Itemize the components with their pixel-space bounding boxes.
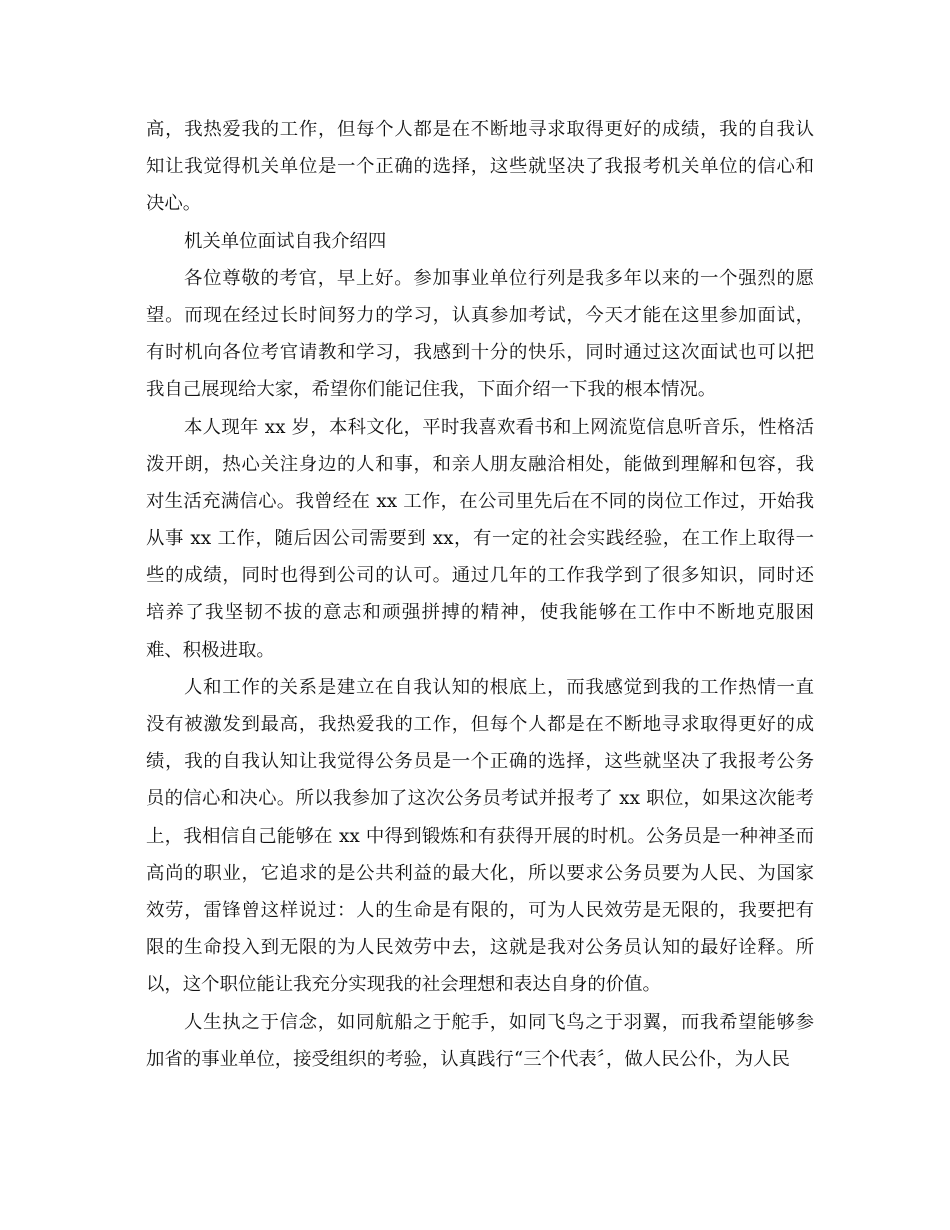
paragraph <box>146 260 814 409</box>
paragraph <box>146 669 814 1004</box>
text-line: 以，这个职位能让我充分实现我的社会理想和表达自身的价值。 <box>146 974 661 996</box>
text-line: 绩，我的自我认知让我觉得公务员是一个正确的选择，这些就坚决了我报考公务 <box>146 751 814 773</box>
document-body <box>146 111 814 1078</box>
text-line: 人生执之于信念，如同航船之于舵手，如同飞鸟之于羽翼，而我希望能够参 <box>184 1011 814 1033</box>
text-line: 难、积极进取。 <box>146 639 275 661</box>
text-line: 人和工作的关系是建立在自我认知的根底上，而我感觉到我的工作热情一直 <box>184 676 814 698</box>
text-line: 没有被激发到最高，我热爱我的工作，但每个人都是在不断地寻求取得更好的成 <box>146 714 814 735</box>
text-line: 知让我觉得机关单位是一个正确的选择，这些就坚决了我报考机关单位的信心和 <box>146 156 814 178</box>
text-line: 效劳，雷锋曾这样说过：人的生命是有限的，可为人民效劳是无限的，我要把有 <box>146 899 814 921</box>
text-line: 望。而现在经过长时间努力的学习，认真参加考试，今天才能在这里参加面试， <box>146 304 814 326</box>
text-line: 从事 xx 工作，随后因公司需要到 xx，有一定的社会实践经验，在工作上取得一 <box>146 528 814 550</box>
paragraph <box>146 1004 814 1078</box>
paragraph <box>146 111 814 223</box>
text-line: 机关单位面试自我介绍四 <box>184 230 387 252</box>
text-line: 员的信心和决心。所以我参加了这次公务员考试并报考了 xx 职位，如果这次能考 <box>146 788 814 810</box>
text-line: 有时机向各位考官请教和学习，我感到十分的快乐，同时通过这次面试也可以把 <box>146 342 814 364</box>
text-line: 限的生命投入到无限的为人民效劳中去，这就是我对公务员认知的最好诠释。所 <box>146 937 814 959</box>
text-line: 本人现年 xx 岁，本科文化，平时我喜欢看书和上网流览信息听音乐，性格活 <box>184 416 814 438</box>
paragraph <box>146 409 814 669</box>
text-line: 泼开朗，热心关注身边的人和事，和亲人朋友融洽相处，能做到理解和包容，我 <box>146 453 814 475</box>
text-line: 我自己展现给大家，希望你们能记住我，下面介绍一下我的根本情况。 <box>146 379 717 401</box>
text-line: 些的成绩，同时也得到公司的认可。通过几年的工作我学到了很多知识，同时还 <box>146 565 814 587</box>
text-line: 决心。 <box>146 193 202 215</box>
text-line: 上，我相信自己能够在 xx 中得到锻炼和有获得开展的时机。公务员是一种神圣而 <box>146 825 814 847</box>
text-line: 各位尊敬的考官，早上好。参加事业单位行列是我多年以来的一个强烈的愿 <box>184 267 814 289</box>
section-heading <box>146 223 814 260</box>
text-line: 加省的事业单位，接受组织的考验，认真践行“三个代表〞，做人民公仆，为人民 <box>146 1048 790 1070</box>
text-line: 培养了我坚韧不拔的意志和顽强拼搏的精神，使我能够在工作中不断地克服困 <box>146 602 814 624</box>
text-line: 高，我热爱我的工作，但每个人都是在不断地寻求取得更好的成绩，我的自我认 <box>146 119 814 140</box>
text-line: 高尚的职业，它追求的是公共利益的最大化，所以要求公务员要为人民、为国家 <box>146 862 814 884</box>
text-line: 对生活充满信心。我曾经在 xx 工作，在公司里先后在不同的岗位工作过，开始我 <box>146 490 814 512</box>
